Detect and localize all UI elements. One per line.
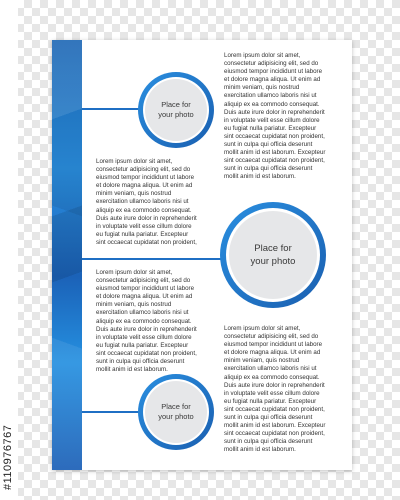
text-line: in voluptate velit esse cillum dolore [224, 116, 320, 124]
text-line: Lorem ipsum dolor sit amet, [224, 52, 301, 59]
text-line: eu fugiat nulla pariatur. Excepteur [96, 341, 189, 349]
text-line: exercitation ullamco laboris nisi ut [224, 92, 317, 100]
text-line: eu fugiat nulla pariatur. Excepteur [224, 124, 317, 132]
text-block-left-2 [96, 269, 224, 374]
text-line: aliquip ex ea commodo consequat. [96, 317, 192, 325]
photo-label-line-2: your photo [158, 110, 194, 119]
photo-label-line-2: your photo [250, 256, 296, 267]
text-block-left-1 [96, 158, 224, 247]
text-line: eiusmod tempor incididunt ut labore [224, 341, 323, 349]
photo-placeholder-1 [138, 72, 214, 148]
text-line: sunt in culpa qui officia deserunt [224, 165, 313, 173]
text-line: mollit anim id est laborum. Excepteur [224, 149, 326, 157]
text-line: sint occaecat cupidatat non proident, [224, 132, 325, 140]
text-line: sint occaecat cupidatat non proident, [96, 349, 197, 357]
flyer-page [52, 40, 352, 470]
text-line: sunt in culpa qui officia deserunt [224, 141, 313, 149]
text-line: sunt in culpa qui officia deserunt [224, 414, 313, 422]
text-line: exercitation ullamco laboris nisi ut [224, 365, 317, 373]
photo-placeholder-2 [220, 202, 326, 308]
connector-line-2 [82, 258, 224, 260]
text-line: Lorem ipsum dolor sit amet, [96, 158, 173, 165]
text-line: Lorem ipsum dolor sit amet, [224, 325, 301, 332]
stock-image-id: #110976767 [2, 424, 14, 490]
photo-label-line-1: Place for [161, 100, 191, 109]
connector-line-1 [82, 108, 142, 110]
text-block-top-right [224, 52, 352, 182]
connector-line-3 [82, 411, 142, 413]
text-line: mollit anim id est laborum. [224, 446, 296, 454]
text-line: consectetur adipisicing elit, sed do [96, 166, 191, 174]
text-line: sint occaecat cupidatat non proident, [96, 238, 197, 246]
photo-placeholder-3 [138, 374, 214, 450]
text-line: consectetur adipisicing elit, sed do [224, 333, 319, 341]
text-line: Lorem ipsum dolor sit amet, [96, 269, 173, 276]
text-line: eiusmod tempor incididunt ut labore [224, 68, 323, 76]
text-line: in voluptate velit esse cillum dolore [96, 333, 192, 341]
text-line: sint occaecat cupidatat non proident, [224, 157, 325, 165]
text-line: minim veniam, quis nostrud [96, 190, 172, 198]
text-line: et dolore magna aliqua. Ut enim ad [224, 76, 321, 84]
text-line: sint occaecat cupidatat non proident, [224, 430, 325, 438]
text-line: minim veniam, quis nostrud [224, 357, 300, 365]
text-line: eiusmod tempor incididunt ut labore [96, 285, 195, 293]
photo-label-line-1: Place for [254, 243, 292, 254]
text-line: Duis aute irure dolor in reprehenderit [96, 214, 197, 222]
text-line: eu fugiat nulla pariatur. Excepteur [96, 230, 189, 238]
text-line: Duis aute irure dolor in reprehenderit [224, 108, 325, 116]
stock-sidebar [0, 0, 18, 500]
text-line: aliquip ex ea commodo consequat. [224, 100, 320, 108]
text-line: mollit anim id est laborum. Excepteur [224, 422, 326, 430]
text-line: exercitation ullamco laboris nisi ut [96, 198, 189, 206]
text-line: aliquip ex ea commodo consequat. [96, 206, 192, 214]
text-line: et dolore magna aliqua. Ut enim ad [96, 182, 193, 190]
text-block-bottom-right [224, 325, 352, 455]
text-line: consectetur adipisicing elit, sed do [96, 277, 191, 285]
text-line: sint occaecat cupidatat non proident, [224, 405, 325, 413]
text-line: in voluptate velit esse cillum dolore [96, 222, 192, 230]
photo-label-line-1: Place for [161, 402, 191, 411]
text-line: minim veniam, quis nostrud [224, 84, 300, 92]
text-line: exercitation ullamco laboris nisi ut [96, 309, 189, 317]
text-line: Duis aute irure dolor in reprehenderit [96, 325, 197, 333]
text-line: in voluptate velit esse cillum dolore [224, 389, 320, 397]
text-line: sunt in culpa qui officia deserunt [96, 358, 185, 366]
text-line: eu fugiat nulla pariatur. Excepteur [224, 397, 317, 405]
blue-polygon-band [52, 40, 82, 470]
photo-label-line-2: your photo [158, 412, 194, 421]
text-line: et dolore magna aliqua. Ut enim ad [224, 349, 321, 357]
text-line: Duis aute irure dolor in reprehenderit [224, 381, 325, 389]
text-line: et dolore magna aliqua. Ut enim ad [96, 293, 193, 301]
text-line: sunt in culpa qui officia deserunt [224, 438, 313, 446]
text-line: eiusmod tempor incididunt ut labore [96, 174, 195, 182]
text-line: minim veniam, quis nostrud [96, 301, 172, 309]
text-line: mollit anim id est laborum. [96, 366, 168, 374]
text-line: mollit anim id est laborum. [224, 173, 296, 181]
text-line: aliquip ex ea commodo consequat. [224, 373, 320, 381]
text-line: consectetur adipisicing elit, sed do [224, 60, 319, 68]
